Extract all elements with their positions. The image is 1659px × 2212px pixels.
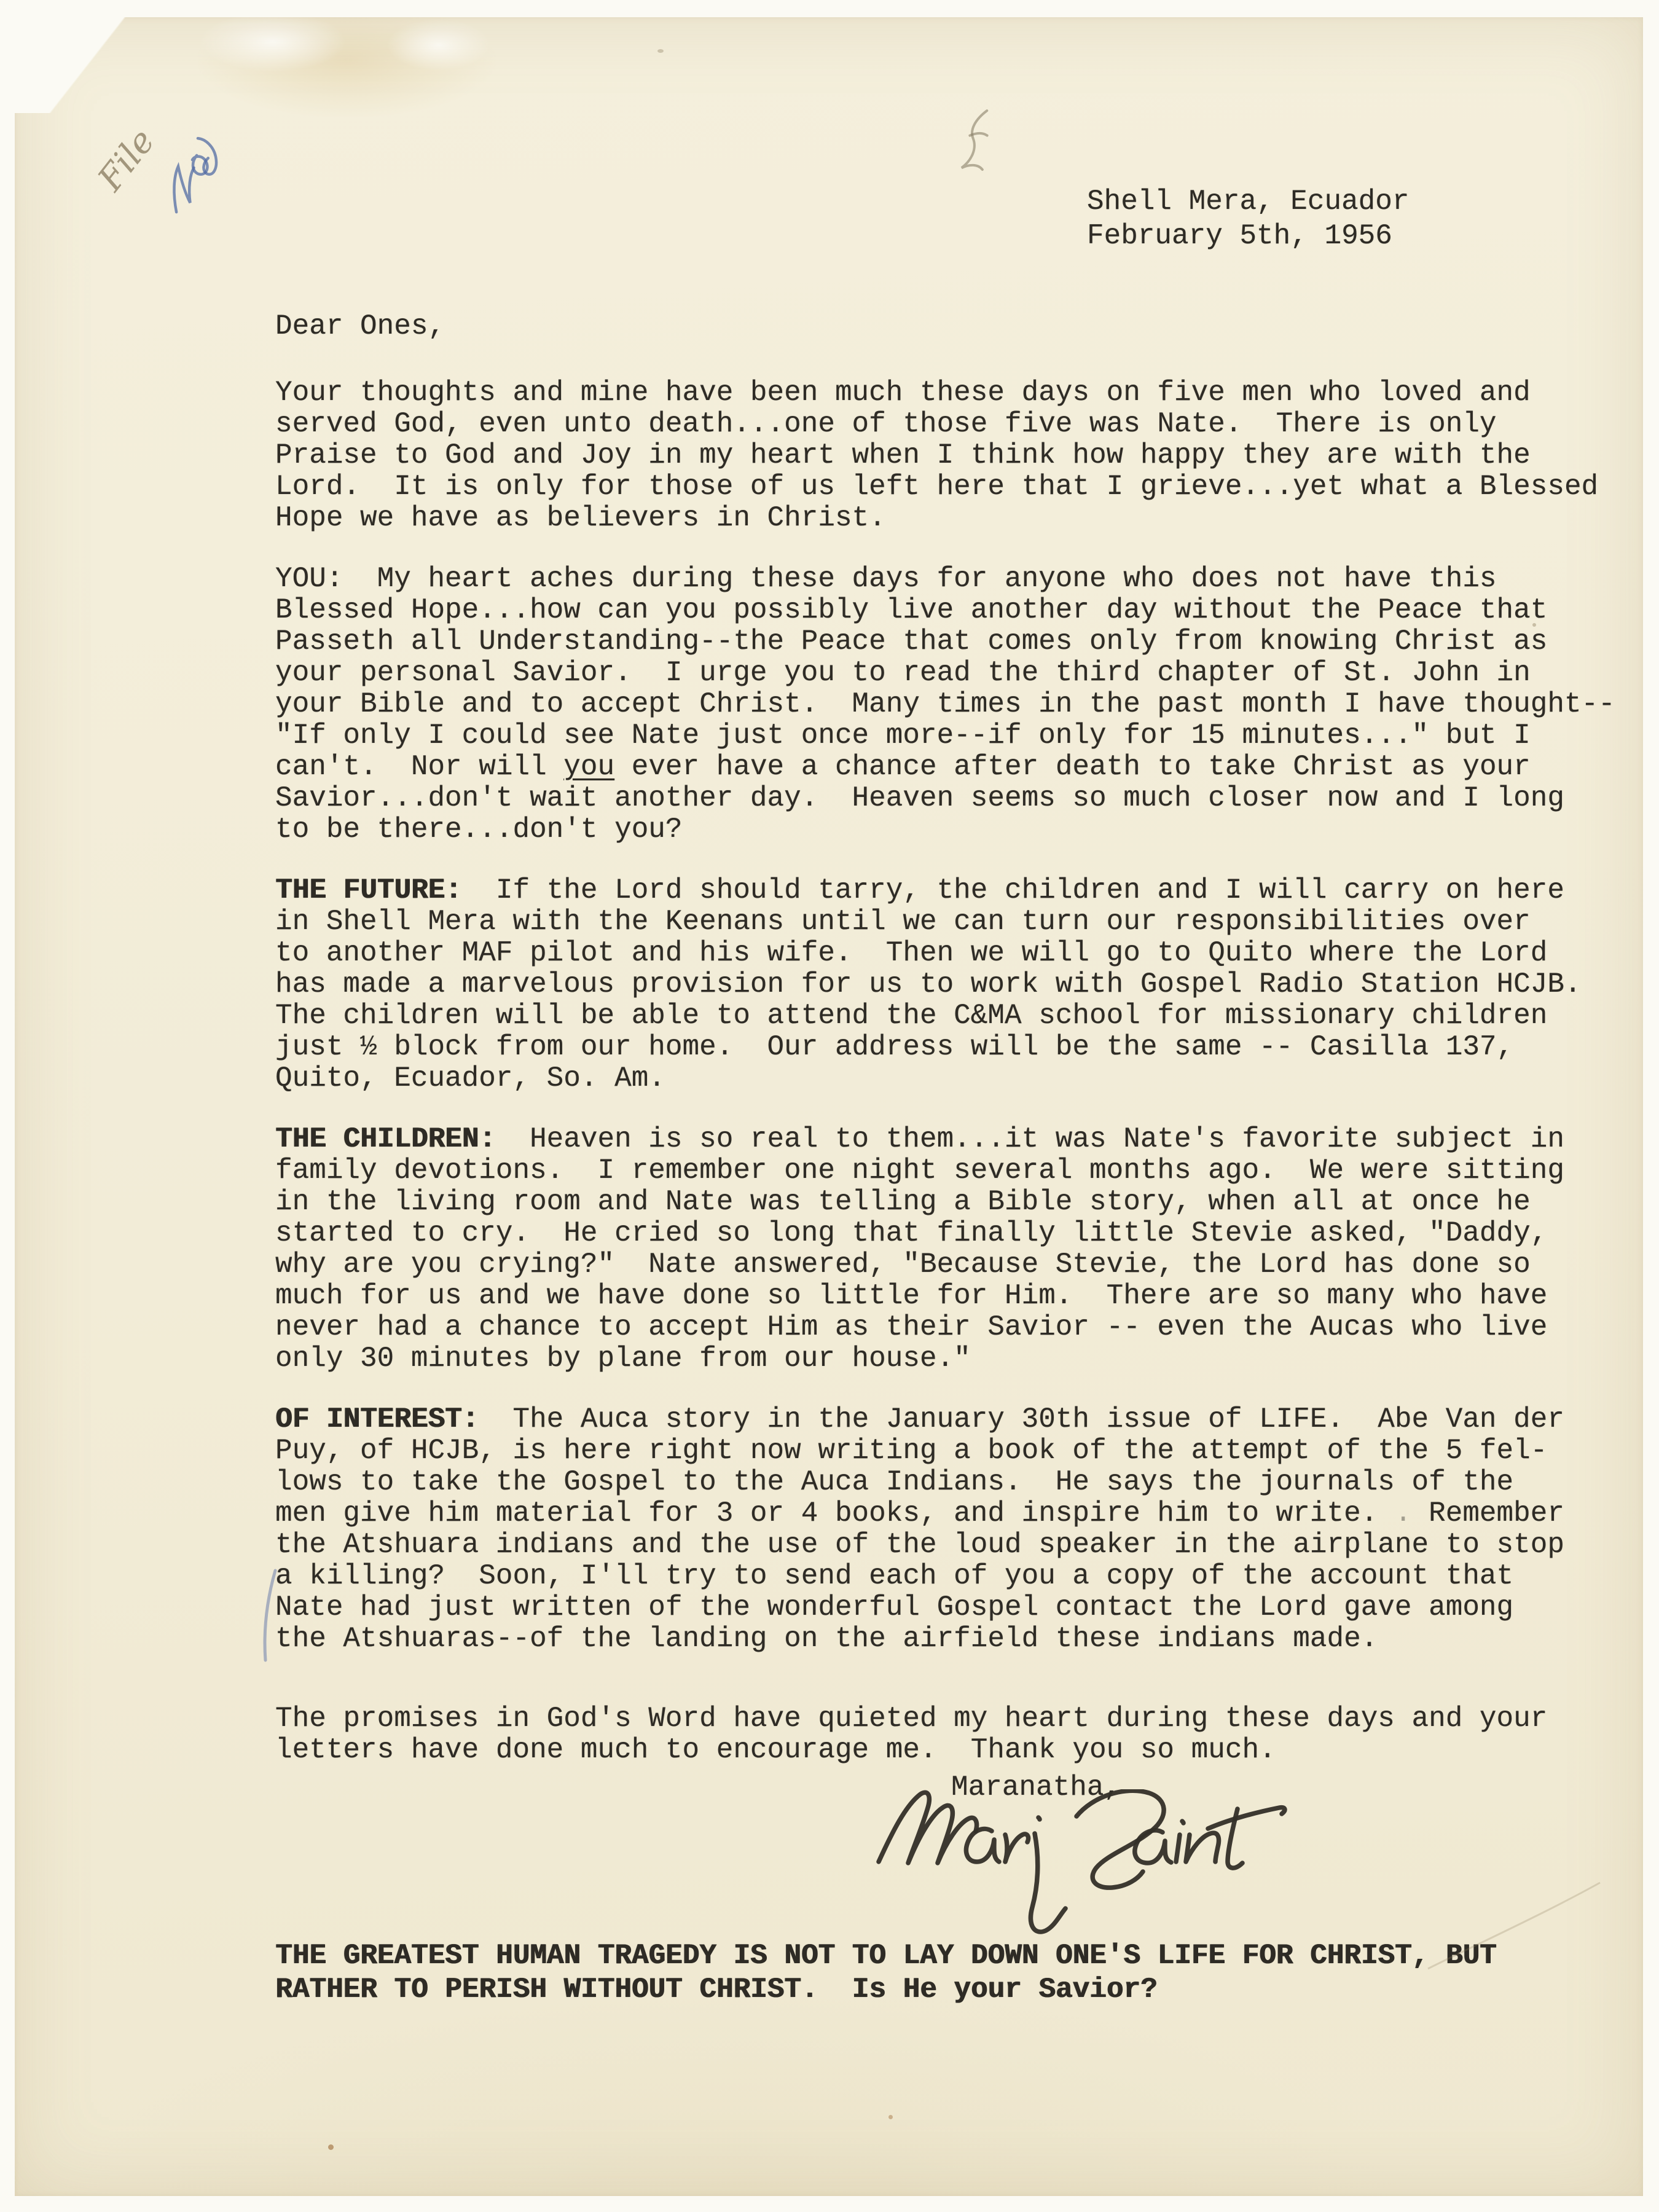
text-run: your Bible and to accept Christ. Many times in the past month I have thought--: [275, 688, 1615, 720]
letter-page: [15, 17, 1643, 2196]
closing-paragraph-text: [275, 1703, 1547, 1766]
letter-line: [275, 1498, 1615, 1529]
paragraph-3: [275, 875, 1615, 1094]
text-run: served God, even unto death...one of those five was Nate. There is only: [275, 408, 1497, 440]
letter-line: [275, 1939, 1497, 1973]
date-line: February 5th, 1956: [1087, 220, 1392, 252]
text-run: family devotions. I remember one night several months ago. We were sitting: [275, 1155, 1564, 1186]
text-run: in the living room and Nate was telling a Bible story, when all at once he: [275, 1186, 1531, 1218]
text-run: never had a chance to accept Him as their Savior -- even the Aucas who live: [275, 1311, 1548, 1343]
signature-marj-saint: [874, 1789, 1298, 1943]
paragraph-1: [275, 377, 1615, 534]
paragraph-5: [275, 1404, 1615, 1655]
paper-speck: [1532, 623, 1536, 627]
closing-paragraph: [275, 1703, 1547, 1766]
letter-line: [275, 1435, 1615, 1467]
text-run: Lord. It is only for those of us left here that I grieve...yet what a Blessed: [275, 471, 1599, 503]
letter-line: [275, 1703, 1547, 1735]
closing-word: Maranatha,: [951, 1771, 1121, 1803]
text-run: has made a marvelous provision for us to work with Gospel Radio Station HCJB.: [275, 968, 1582, 1000]
text-run: THE GREATEST HUMAN TRAGEDY IS NOT TO LAY DOWN ONE'S LIFE FOR CHRIST, BUT: [275, 1940, 1497, 1972]
pencil-squiggle: [948, 101, 1003, 192]
letterhead: [1087, 184, 1410, 253]
letter-line: [275, 1063, 1615, 1094]
letter-line: [275, 409, 1615, 440]
letter-line: [275, 1623, 1615, 1655]
letter-line: [275, 751, 1615, 783]
letter-line: [275, 595, 1615, 626]
section-label: THE FUTURE:: [275, 874, 462, 906]
letter-line: [275, 1561, 1615, 1592]
letter-line: [275, 1155, 1615, 1186]
salutation: Dear Ones,: [275, 310, 445, 342]
text-run: you: [563, 751, 615, 783]
letter-line: [275, 938, 1615, 969]
text-run: "If only I could see Nate just once more--if only for 15 minutes..." but I: [275, 720, 1531, 751]
text-run: to be there...don't you?: [275, 814, 683, 845]
letter-line: [275, 1735, 1547, 1766]
postscript-text: [275, 1939, 1497, 2007]
paper-speck: [328, 2144, 334, 2150]
letter-line: [275, 626, 1615, 657]
text-run: much for us and we have done so little for Him. There are so many who have: [275, 1280, 1548, 1312]
text-run: Praise to God and Joy in my heart when I think how happy they are with the: [275, 439, 1531, 471]
letter-line: [275, 720, 1615, 751]
letter-line: [275, 1404, 1615, 1435]
letter-line: [275, 814, 1615, 845]
letter-line: [275, 471, 1615, 503]
text-run: lows to take the Gospel to the Auca Indians. He says the journals of the: [275, 1466, 1514, 1498]
text-run: ever have a chance after death to take Christ as your: [614, 751, 1531, 783]
text-run: men give him material for 3 or 4 books, and inspire him to write.: [275, 1497, 1395, 1529]
letter-line: [275, 1249, 1615, 1281]
text-run: Nate had just written of the wonderful Gospel contact the Lord gave among: [275, 1591, 1514, 1623]
letter-line: [275, 1281, 1615, 1312]
text-run: The children will be able to attend the C&MA school for missionary children: [275, 1000, 1548, 1032]
text-run: YOU: My heart aches during these days for anyone who does not have this: [275, 563, 1497, 595]
letter-line: [275, 1032, 1615, 1063]
letter-line: [275, 440, 1615, 471]
letter-line: [275, 1592, 1615, 1623]
text-run: started to cry. He cried so long that finally little Stevie asked, "Daddy,: [275, 1217, 1548, 1249]
text-run: RATHER TO PERISH WITHOUT CHRIST. Is He your Savior?: [275, 1974, 1158, 2006]
text-run: to another MAF pilot and his wife. Then we will go to Quito where the Lord: [275, 937, 1548, 969]
letter-line: [275, 875, 1615, 906]
paragraph-4: [275, 1124, 1615, 1375]
text-run: only 30 minutes by plane from our house.": [275, 1343, 971, 1375]
paper-speck: [657, 49, 664, 53]
letter-line: [275, 1124, 1615, 1155]
letter-line: [275, 377, 1615, 409]
text-run: .: [1394, 1497, 1412, 1529]
paragraph-2: [275, 563, 1615, 845]
letter-line: [275, 1218, 1615, 1249]
letter-line: [275, 689, 1615, 720]
text-run: just ½ block from our home. Our address will be the same -- Casilla 137,: [275, 1031, 1514, 1063]
section-label: OF INTEREST:: [275, 1403, 479, 1435]
letter-line: [275, 783, 1615, 814]
letter-line: [275, 1186, 1615, 1218]
paper-speck: [888, 2115, 893, 2119]
text-run: in Shell Mera with the Keenans until we can turn our responsibilities over: [275, 906, 1531, 938]
text-run: The promises in God's Word have quieted my heart during these days and your: [275, 1703, 1548, 1735]
scan-corner-tear: [12, 15, 154, 113]
blue-ink-scribble: [133, 113, 257, 236]
text-run: The Auca story in the January 30th issue of LIFE. Abe Van der: [479, 1403, 1564, 1435]
text-run: Puy, of HCJB, is here right now writing a book of the attempt of the 5 fel-: [275, 1435, 1548, 1467]
letter-line: [275, 1312, 1615, 1343]
letter-body: [275, 377, 1615, 1655]
text-run: the Atshuara indians and the use of the loud speaker in the airplane to stop: [275, 1529, 1564, 1561]
text-run: can't. Nor will: [275, 751, 564, 783]
text-run: letters have done much to encourage me. Thank you so much.: [275, 1734, 1276, 1766]
letter-line: [275, 1000, 1615, 1032]
text-run: the Atshuaras--of the landing on the airfield these indians made.: [275, 1623, 1378, 1655]
text-run: Savior...don't wait another day. Heaven seems so much closer now and I long: [275, 782, 1564, 814]
text-run: why are you crying?" Nate answered, "Because Stevie, the Lord has done so: [275, 1249, 1531, 1281]
text-run: Blessed Hope...how can you possibly live another day without the Peace that: [275, 594, 1548, 626]
letter-line: [275, 906, 1615, 938]
letter-line: [275, 1529, 1615, 1561]
text-run: your personal Savior. I urge you to read the third chapter of St. John in: [275, 657, 1531, 689]
text-run: If the Lord should tarry, the children and I will carry on here: [461, 874, 1564, 906]
letter-line: [275, 1467, 1615, 1498]
paper-crease-line: [1422, 1877, 1606, 1975]
text-run: Heaven is so real to them...it was Nate's favorite subject in: [495, 1123, 1564, 1155]
section-label: THE CHILDREN:: [275, 1123, 496, 1155]
pencil-file-annotation: File: [90, 122, 163, 198]
text-run: Quito, Ecuador, So. Am.: [275, 1062, 665, 1094]
location-line: Shell Mera, Ecuador: [1087, 186, 1410, 218]
postscript: [275, 1939, 1497, 2007]
letter-line: [275, 657, 1615, 689]
text-run: Passeth all Understanding--the Peace that comes only from knowing Christ as: [275, 626, 1548, 657]
text-run: Your thoughts and mine have been much these days on five men who loved and: [275, 377, 1531, 409]
letter-line: [275, 969, 1615, 1000]
letter-line: [275, 503, 1615, 534]
text-run: Remember: [1411, 1497, 1564, 1529]
text-run: Hope we have as believers in Christ.: [275, 502, 886, 534]
letter-line: [275, 563, 1615, 595]
letter-line: [275, 1343, 1615, 1375]
letter-line: [275, 1973, 1497, 2007]
text-run: a killing? Soon, I'll try to send each of you a copy of the account that: [275, 1560, 1514, 1592]
